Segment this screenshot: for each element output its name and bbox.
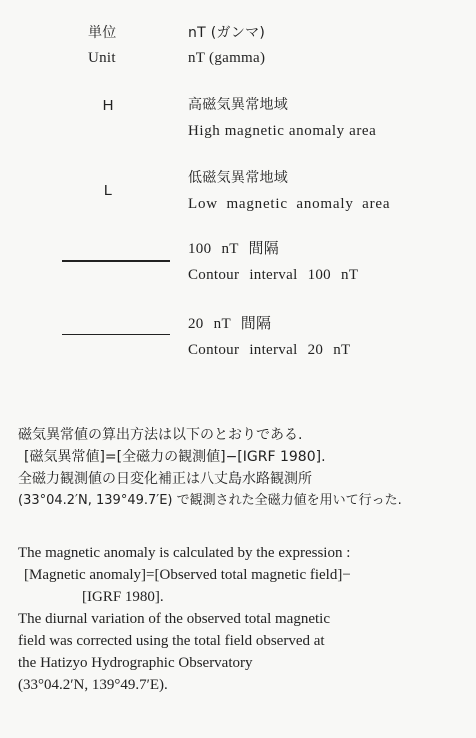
note-jp-line: 磁気異常値の算出方法は以下のとおりである.	[18, 427, 303, 443]
high-en-label: High magnetic anomaly area	[188, 123, 377, 139]
contour-100-jp-label: 100 nT 間隔	[188, 241, 280, 257]
note-jp-line: (33°04.2′N, 139°49.7′E) で観測された全磁力値を用いて行った.	[18, 493, 402, 508]
note-en-line: [Magnetic anomaly]=[Observed total magnetic field]−	[24, 567, 351, 583]
note-en-line: The magnetic anomaly is calculated by the expression :	[18, 545, 351, 561]
note-en-line: the Hatizyo Hydrographic Observatory	[18, 655, 253, 671]
calculation-note-en	[18, 542, 468, 696]
high-symbol: H	[102, 97, 114, 114]
note-en-line: field was corrected using the total field observed at	[18, 633, 325, 649]
contour-20-en-label: Contour interval 20 nT	[188, 342, 351, 358]
note-en-line: The diurnal variation of the observed total magnetic	[18, 611, 330, 627]
contour-20-jp-label: 20 nT 間隔	[188, 316, 272, 332]
contour-100-line-symbol	[62, 260, 170, 262]
note-en-line: [IGRF 1980].	[82, 589, 164, 605]
contour-20-line-symbol	[62, 334, 170, 335]
calculation-note-jp	[18, 424, 468, 512]
note-jp-line: [磁気異常値]=[全磁力の観測値]−[IGRF 1980].	[24, 449, 326, 465]
note-en-line: (33°04.2′N, 139°49.7′E).	[18, 677, 168, 693]
unit-jp-label: 単位	[88, 25, 117, 41]
low-en-label: Low magnetic anomaly area	[188, 196, 391, 212]
note-jp-line: 全磁力観測値の日変化補正は八丈島水路観測所	[18, 471, 312, 487]
unit-en-value: nT (gamma)	[188, 50, 266, 66]
contour-100-en-label: Contour interval 100 nT	[188, 267, 359, 283]
unit-en-label: Unit	[88, 50, 116, 66]
low-symbol: L	[103, 182, 113, 199]
low-jp-label: 低磁気異常地域	[188, 170, 289, 186]
unit-jp-value: nT (ガンマ)	[188, 25, 266, 41]
high-jp-label: 高磁気異常地域	[188, 97, 289, 113]
